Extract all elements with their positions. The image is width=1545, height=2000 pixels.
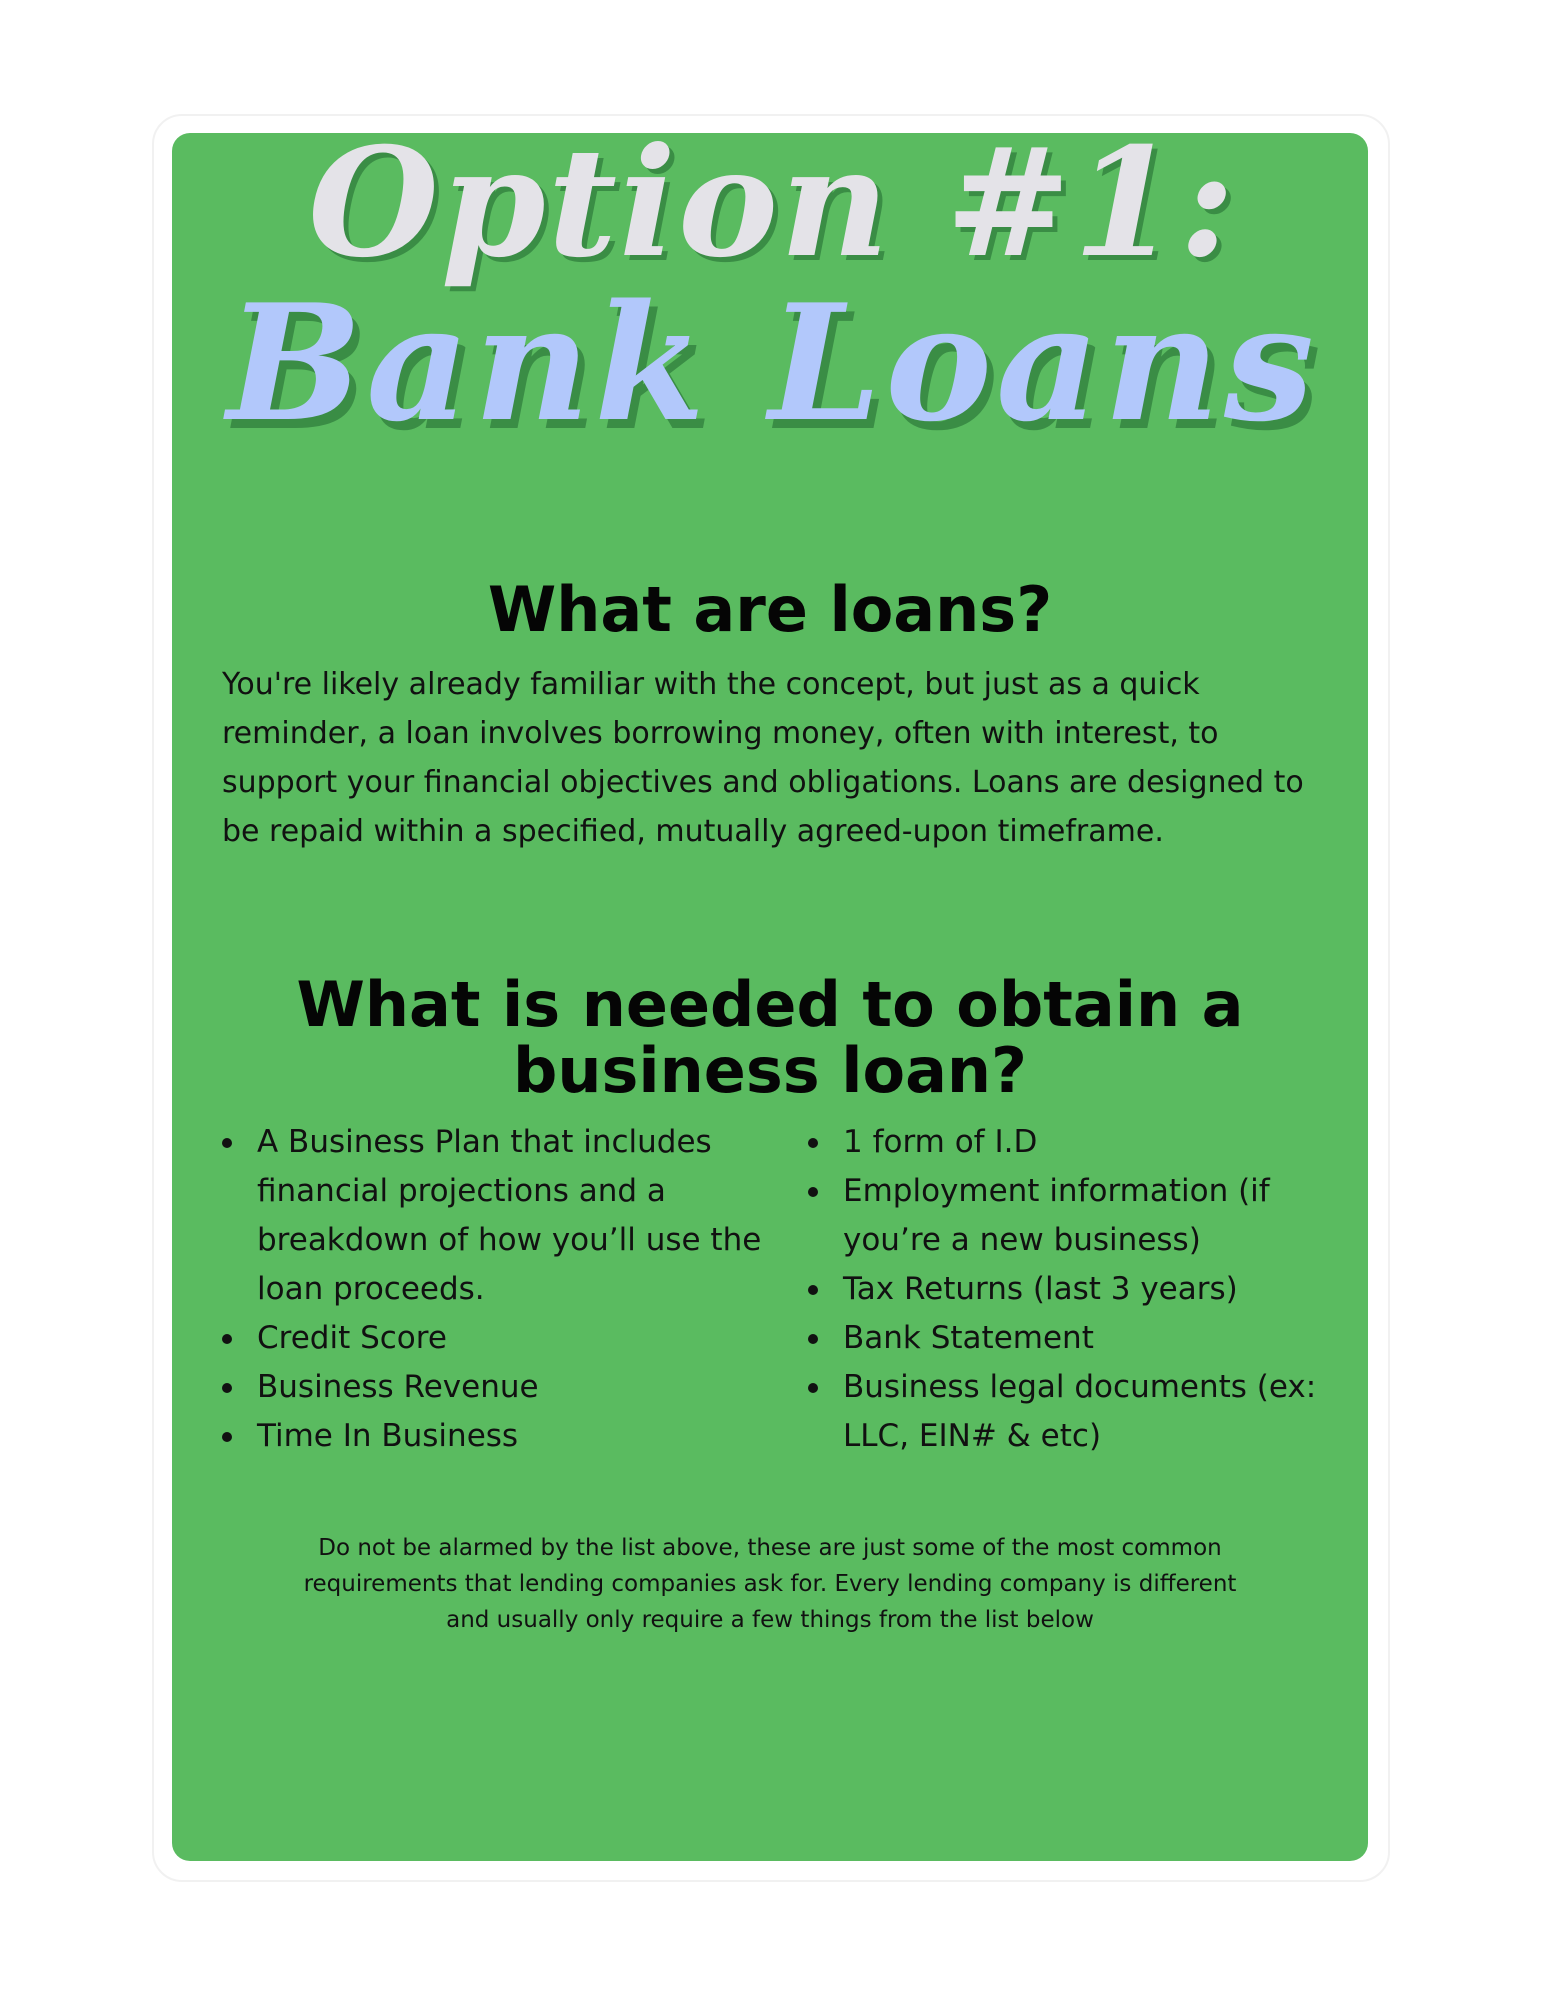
- list-item-text: Employment information (if you’re a new business): [843, 1173, 1270, 1258]
- footnote-line2: requirements that lending companies ask for. Every lending company is different: [303, 1571, 1237, 1597]
- list-item: [808, 1363, 1348, 1461]
- bullet-icon: [808, 1187, 818, 1197]
- list-item: [808, 1118, 1348, 1167]
- requirements-heading-line2: business loan?: [512, 1034, 1028, 1107]
- bullet-icon: [222, 1383, 232, 1393]
- list-item-text: Business legal documents (ex: LLC, EIN# & etc): [843, 1369, 1317, 1454]
- list-item: [222, 1314, 802, 1363]
- list-item-text: 1 form of I.D: [843, 1124, 1038, 1160]
- list-item: [808, 1167, 1348, 1265]
- bullet-icon: [808, 1138, 818, 1148]
- list-item: [222, 1118, 802, 1314]
- bullet-icon: [808, 1334, 818, 1344]
- list-item: [222, 1363, 802, 1412]
- list-item: [808, 1314, 1348, 1363]
- bullet-icon: [808, 1383, 818, 1393]
- list-item: [222, 1412, 802, 1461]
- requirements-heading: [172, 968, 1368, 1107]
- loans-definition-paragraph: You're likely already familiar with the concept, but just as a quick reminder, a loan involves borrowing money, often with interest, to support your financial objectives and obligations. Loans are designed to be repaid within a specified, mutually agreed-upon timeframe.: [222, 667, 1304, 849]
- title-option: Option #1:: [308, 115, 1237, 291]
- what-are-loans-heading: What are loans?: [487, 573, 1053, 646]
- list-item: [808, 1265, 1348, 1314]
- bullet-icon: [222, 1432, 232, 1442]
- bullet-icon: [222, 1138, 232, 1148]
- bullet-icon: [222, 1334, 232, 1344]
- requirements-heading-line1: What is needed to obtain a: [296, 968, 1244, 1041]
- list-item-text: Bank Statement: [843, 1320, 1094, 1356]
- title-bank-loans: Bank Loans: [226, 269, 1319, 457]
- list-item-text: Business Revenue: [257, 1369, 539, 1405]
- list-item-text: A Business Plan that includes financial projections and a breakdown of how you’ll use the loan proceeds.: [257, 1124, 762, 1307]
- footnote: [172, 1530, 1368, 1638]
- list-item-text: Tax Returns (last 3 years): [843, 1271, 1238, 1307]
- requirements-list-left: [222, 1118, 802, 1461]
- footnote-line3: and usually only require a few things from the list below: [446, 1607, 1094, 1633]
- list-item-text: Time In Business: [257, 1418, 519, 1454]
- bullet-icon: [808, 1285, 818, 1295]
- requirements-list-right: [808, 1118, 1348, 1461]
- footnote-line1: Do not be alarmed by the list above, these are just some of the most common: [318, 1535, 1222, 1561]
- list-item-text: Credit Score: [257, 1320, 447, 1356]
